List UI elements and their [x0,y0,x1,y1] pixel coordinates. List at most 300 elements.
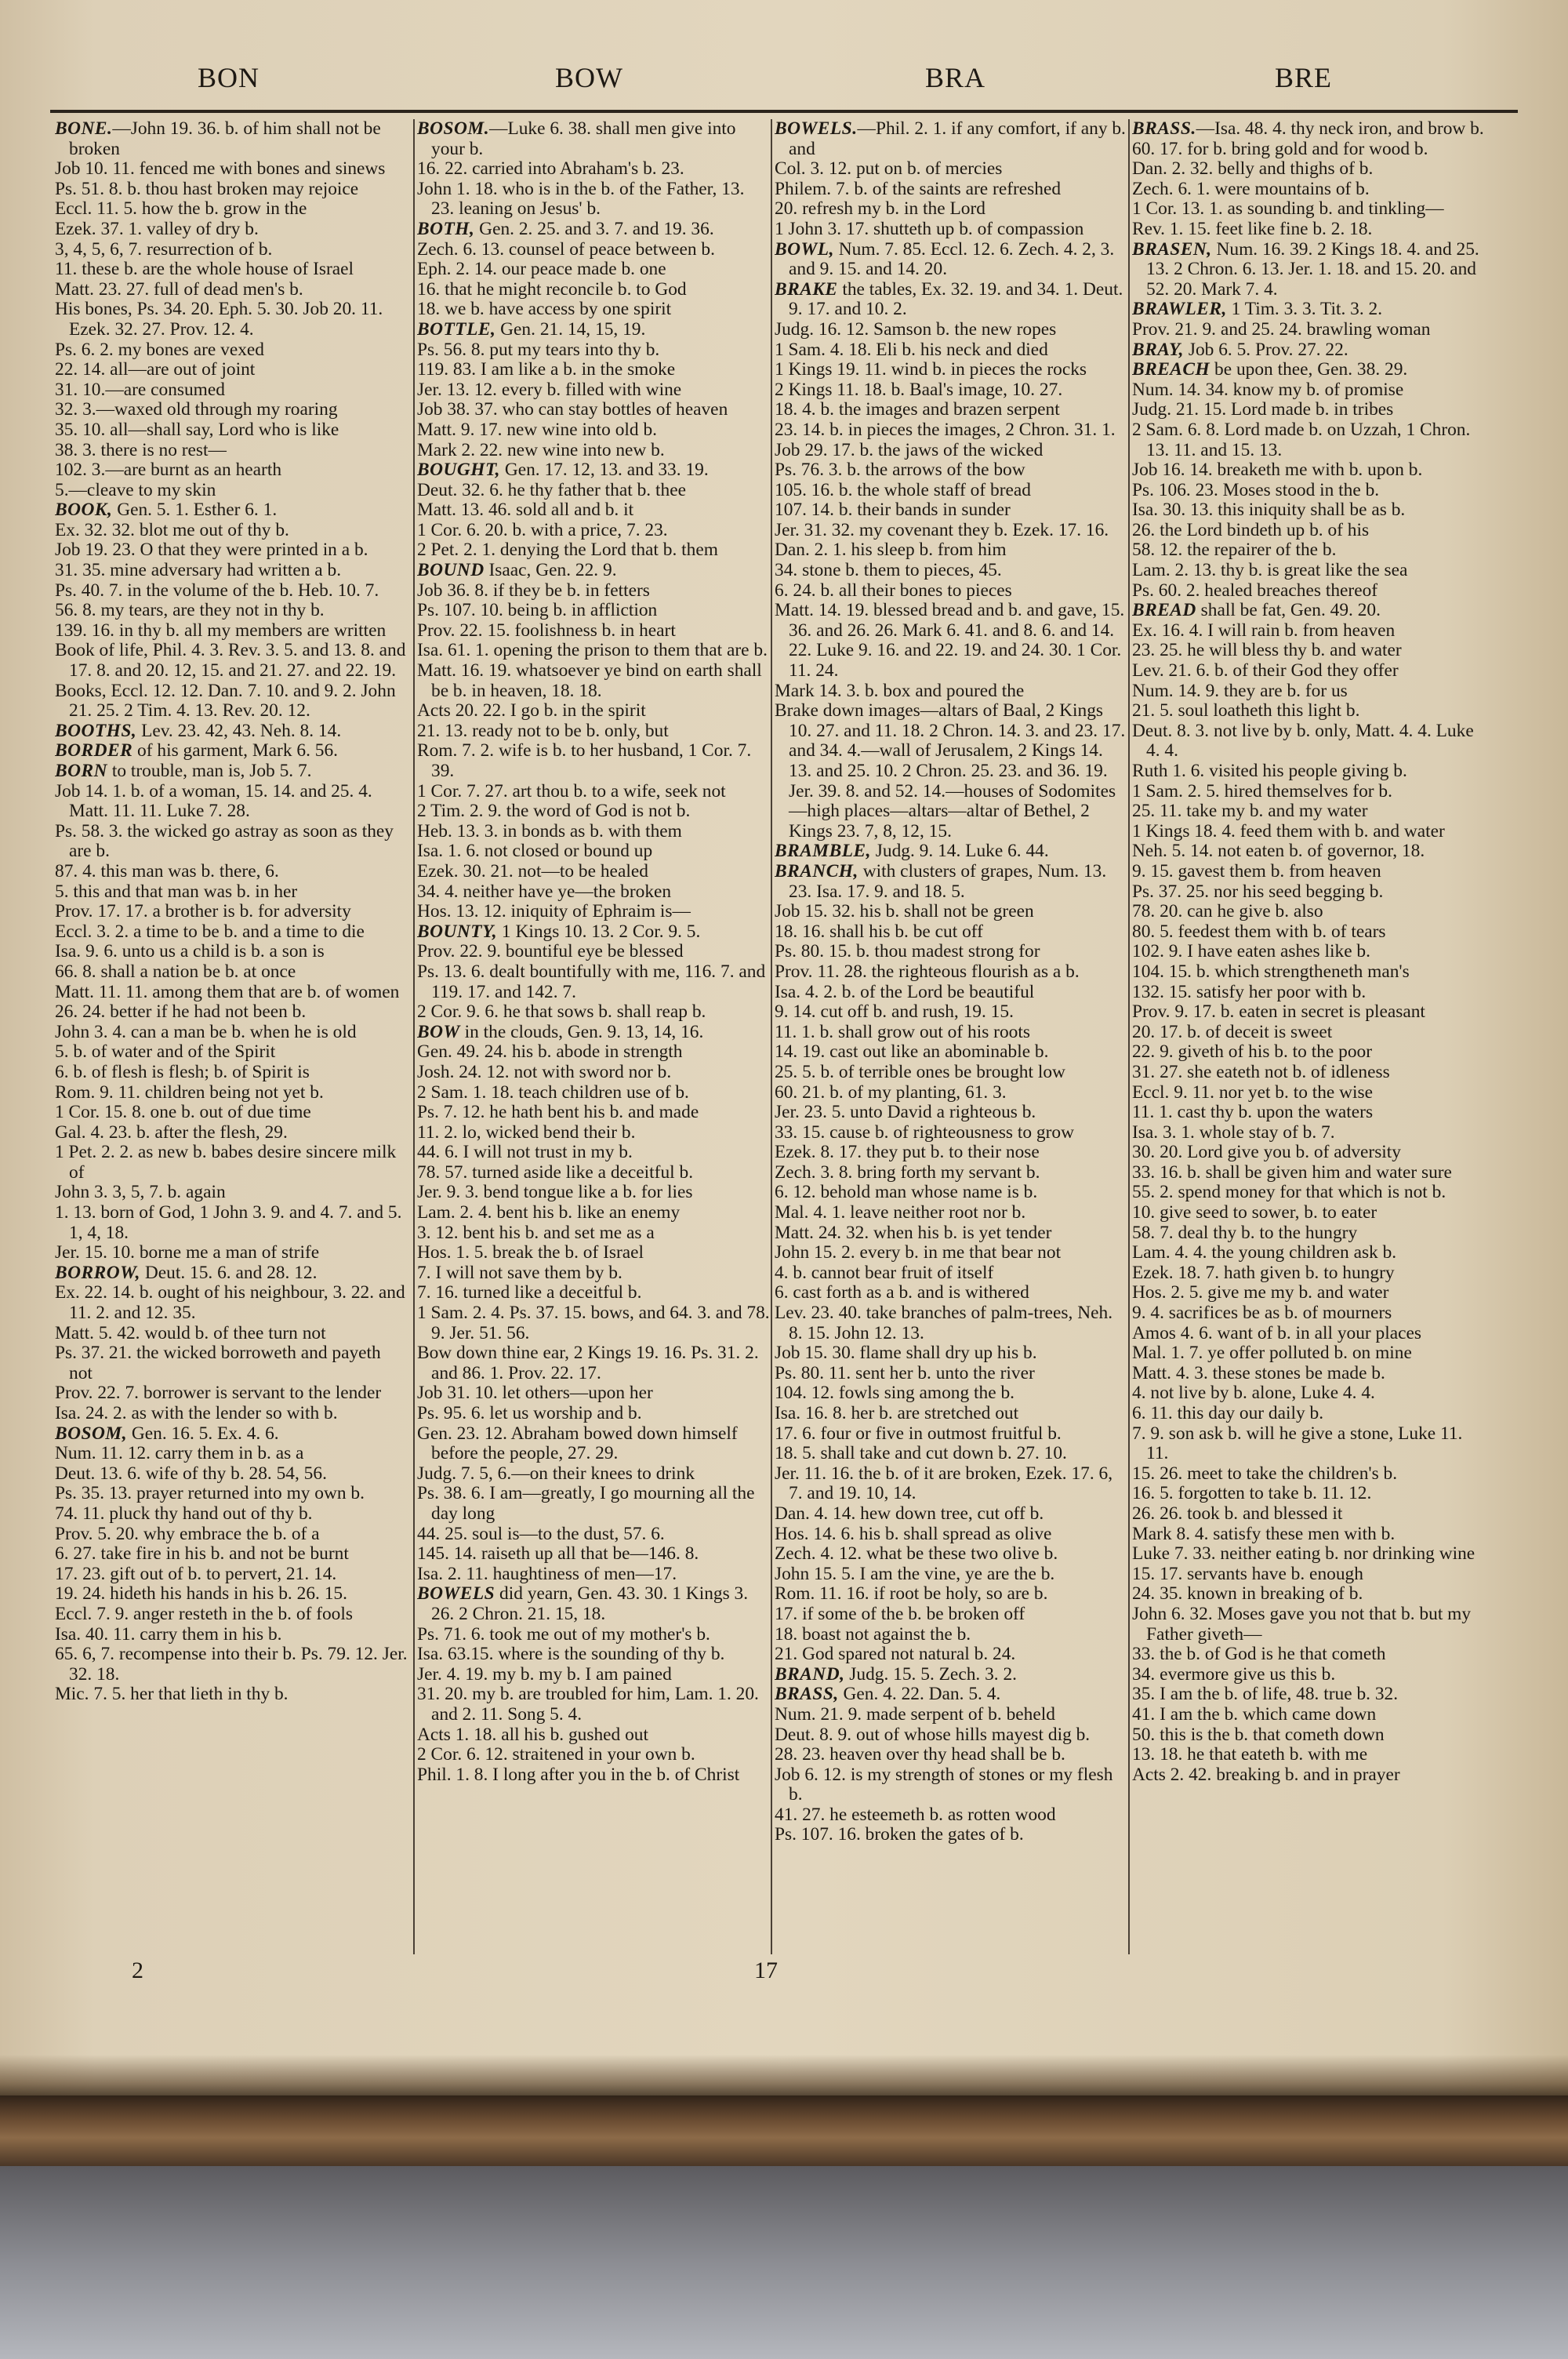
reference-line [775,360,1127,380]
entry-text: Matt. 13. 46. sold all and b. it [417,500,634,521]
entry-text: Mark 8. 4. satisfy these men with b. [1132,1523,1396,1544]
reference-line [775,1002,1127,1023]
headword-entry [55,722,408,742]
reference-line [775,500,1127,521]
entry-text: 17. 23. gift out of b. to pervert, 21. 14. [55,1563,337,1584]
entry-text: 15. 26. meet to take the children's b. [1132,1463,1398,1484]
reference-line [55,1464,408,1485]
reference-line [55,1565,408,1585]
reference-line [55,400,408,420]
entry-text: Ps. 60. 2. healed breaches thereof [1132,580,1378,601]
entry-text: in the clouds, Gen. 9. 13, 14, 16. [459,1021,704,1042]
entry-text: Num. 7. 85. Eccl. 12. 6. Zech. 4. 2, 3. and 9. 15. and 14. 20. [789,238,1115,280]
entry-text: 16. 22. carried into Abraham's b. 23. [417,158,684,180]
entry-text: 74. 11. pluck thy hand out of thy b. [55,1503,313,1524]
entry-text: Heb. 13. 3. in bonds as b. with them [417,820,682,841]
entry-text: Job 6. 12. is my strength of stones or my flesh b. [775,1764,1113,1805]
headword-entry [775,862,1127,902]
reference-line [1132,521,1485,541]
entry-text: Deut. 8. 3. not live by b. only, Matt. 4. 4. Luke 4. 4. [1132,720,1474,761]
entry-text: 56. 8. my tears, are they not in thy b. [55,600,325,621]
reference-line [1132,220,1485,240]
entry-text: Ps. 80. 15. b. thou madest strong for [775,941,1040,962]
reference-line [55,1103,408,1123]
entry-text: Rom. 7. 2. wife is b. to her husband, 1 Cor. 7. 39. [417,740,752,781]
reference-line [775,561,1127,581]
reference-line [55,540,408,561]
reference-line [417,521,770,541]
entry-text: 60. 21. b. of my planting, 61. 3. [775,1081,1007,1103]
entry-text: Prov. 22. 9. bountiful eye be blessed [417,941,684,962]
reference-line [55,481,408,501]
reference-line [55,922,408,943]
reference-line [1132,1484,1485,1504]
reference-line [775,1223,1127,1244]
reference-line [55,782,408,822]
headword: BOSOM, [55,1423,128,1444]
reference-line [55,682,408,722]
headword-entry [55,500,408,521]
reference-line [55,862,408,882]
entry-text: Gen. 4. 22. Dan. 5. 4. [838,1684,1001,1705]
reference-line [417,1525,770,1545]
entry-text: Mal. 1. 7. ye offer polluted b. on mine [1132,1343,1412,1364]
entry-text: 16. 5. forgotten to take b. 11. 12. [1132,1483,1372,1504]
reference-line [55,1484,408,1504]
reference-line [55,1143,408,1183]
entry-text: 5. this and that man was b. in her [55,881,298,902]
headword-entry [775,1685,1127,1705]
entry-text: Ps. 106. 23. Moses stood in the b. [1132,479,1380,500]
reference-line [1132,1705,1485,1725]
entry-text: 145. 14. raiseth up all that be—146. 8. [417,1543,699,1565]
reference-line [775,581,1127,602]
entry-text: Isa. 61. 1. opening the prison to them that are b. [417,640,768,661]
entry-text: 2 Sam. 6. 8. Lord made b. on Uzzah, 1 Chron. 13. 11. and 15. 13. [1132,419,1471,460]
headword: BRAWLER, [1132,299,1227,320]
reference-line [417,340,770,361]
reference-line [55,1383,408,1404]
headword: BORN [55,761,107,781]
entry-text: 23. 25. he will bless thy b. and water [1132,640,1402,661]
reference-line [55,1283,408,1323]
reference-line [1132,460,1485,481]
entry-text: John 15. 2. every b. in me that bear not [775,1242,1062,1263]
entry-text: 15. 17. servants have b. enough [1132,1563,1363,1584]
entry-text: Zech. 6. 1. were mountains of b. [1132,178,1370,199]
entry-text: Lev. 21. 6. b. of their God they offer [1132,660,1399,682]
reference-line [55,1123,408,1143]
reference-line [417,621,770,642]
reference-line [55,983,408,1003]
entry-text: 78. 20. can he give b. also [1132,901,1323,922]
entry-text: Isa. 16. 8. her b. are stretched out [775,1403,1019,1423]
reference-line [775,400,1127,420]
entry-text: Job 14. 1. b. of a woman, 15. 14. and 25. 4. Matt. 11. 11. Luke 7. 28. [55,780,372,822]
entry-text: Philem. 7. b. of the saints are refreshed [775,178,1062,199]
reference-line [417,1745,770,1765]
entry-text: Mark 2. 22. new wine into new b. [417,439,665,460]
entry-text: Ps. 13. 6. dealt bountifully with me, 116. 7. and 119. 17. and 142. 7. [417,961,766,1002]
reference-line [417,1223,770,1244]
entry-text: 18. 5. shall take and cut down b. 27. 10. [775,1443,1067,1464]
reference-line [775,1303,1127,1343]
headword: BREAD [1132,600,1196,621]
headword: BOWELS. [775,119,858,139]
reference-line [55,1584,408,1605]
entry-text: 119. 83. I am like a b. in the smoke [417,359,676,380]
entry-text: with clusters of grapes, Num. 13. 23. Isa. 17. 9. and 18. 5. [789,860,1107,902]
reference-line [1132,661,1485,682]
entry-text: Ps. 107. 16. broken the gates of b. [775,1824,1024,1845]
reference-line [417,1002,770,1023]
headword: BRAND, [775,1663,845,1685]
headword: BOSOM. [417,119,490,139]
reference-line [55,1525,408,1545]
reference-line [55,159,408,180]
entry-text: 11. 1. cast thy b. upon the waters [1132,1102,1374,1123]
reference-line [1132,983,1485,1003]
entry-text: 18. 4. b. the images and brazen serpent [775,399,1060,420]
entry-text: Hos. 13. 12. iniquity of Ephraim is— [417,901,691,922]
entry-text: Ps. 58. 3. the wicked go astray as soon as they are b. [55,820,394,862]
reference-line [55,621,408,642]
entry-text: the tables, Ex. 32. 19. and 34. 1. Deut. 9. 17. and 10. 2. [789,278,1123,320]
entry-text: Jer. 11. 16. the b. of it are broken, Ezek. 17. 6, 7. and 19. 10, 14. [775,1463,1113,1504]
reference-line [1132,400,1485,420]
reference-line [775,540,1127,561]
entry-text: Judg. 15. 5. Zech. 3. 2. [844,1663,1018,1685]
headword-entry [775,240,1127,280]
entry-text: 139. 16. in thy b. all my members are written [55,620,387,641]
reference-line [417,240,770,260]
entry-text: 50. this is the b. that cometh down [1132,1724,1385,1745]
reference-line [55,1183,408,1203]
entry-text: Ex. 22. 14. b. ought of his neighbour, 3. 22. and 11. 2. and 12. 35. [55,1282,405,1324]
reference-line [1132,380,1485,401]
entry-text: 11. 2. lo, wicked bend their b. [417,1121,636,1143]
reference-line [1132,1584,1485,1605]
entry-text: Isa. 24. 2. as with the lender so with b. [55,1403,338,1423]
entry-text: Prov. 9. 17. b. eaten in secret is pleasant [1132,1001,1425,1023]
reference-line [1132,1303,1485,1324]
reference-line [775,1063,1127,1083]
reference-line [55,1544,408,1565]
running-head-bra: BRA [925,62,986,93]
reference-line [1132,561,1485,581]
entry-text: Ezek. 37. 1. valley of dry b. [55,218,259,239]
reference-line [417,1725,770,1746]
reference-line [775,180,1127,200]
entry-text: Luke 7. 33. neither eating b. nor drinking wine [1132,1543,1475,1565]
reference-line [417,822,770,842]
entry-text: 34. 4. neither have ye—the broken [417,881,672,902]
reference-line [775,1203,1127,1223]
headword-entry [417,922,770,943]
reference-line [775,1424,1127,1445]
headword-entry [1132,240,1485,300]
entry-text: 1 Kings 18. 4. feed them with b. and water [1132,820,1445,841]
entry-text: 105. 16. b. the whole staff of bread [775,479,1031,500]
reference-line [775,701,1127,841]
entry-text: Eccl. 3. 2. a time to be b. and a time to die [55,921,365,942]
entry-text: Judg. 21. 15. Lord made b. in tribes [1132,399,1394,420]
entry-text: John 1. 18. who is in the b. of the Father, 13. 23. leaning on Jesus' b. [417,178,745,220]
reference-line [1132,1645,1485,1665]
headword: BORDER [55,740,133,761]
reference-line [55,220,408,240]
reference-line [55,260,408,280]
reference-line [1132,882,1485,903]
reference-line [55,1324,408,1344]
entry-text: 4. b. cannot bear fruit of itself [775,1262,994,1283]
headword: BRASEN, [1132,238,1212,260]
reference-line [417,902,770,922]
entry-text: Ps. 95. 6. let us worship and b. [417,1403,642,1423]
reference-line [55,962,408,983]
entry-text: Prov. 5. 20. why embrace the b. of a [55,1523,320,1544]
reference-line [1132,1263,1485,1284]
reference-line [775,1805,1127,1826]
reference-line [55,1063,408,1083]
reference-line [417,280,770,300]
reference-line [1132,1023,1485,1043]
reference-line [1132,962,1485,983]
reference-line [417,1484,770,1524]
entry-text: Matt. 23. 27. full of dead men's b. [55,278,303,300]
reference-line [775,1605,1127,1625]
entry-text: 21. God spared not natural b. 24. [775,1644,1016,1665]
entry-text: did yearn, Gen. 43. 30. 1 Kings 3. 26. 2 Chron. 21. 15, 18. [431,1583,749,1624]
headword: BRAMBLE, [775,841,871,862]
entry-text: 60. 17. for b. bring gold and for wood b. [1132,138,1428,159]
reference-line [55,380,408,401]
entry-text: Gen. 23. 12. Abraham bowed down himself before the people, 27. 29. [417,1423,738,1464]
reference-line [417,1464,770,1485]
entry-text: Ezek. 18. 7. hath given b. to hungry [1132,1262,1395,1283]
reference-line [417,1665,770,1685]
entry-text: Ps. 107. 10. being b. in affliction [417,600,658,621]
entry-text: 58. 7. deal thy b. to the hungry [1132,1222,1358,1243]
entry-text: His bones, Ps. 34. 20. Eph. 5. 30. Job 20. 11. Ezek. 32. 27. Prov. 12. 4. [55,299,383,340]
entry-text: Job 15. 32. his b. shall not be green [775,901,1034,922]
entry-text: 30. 20. Lord give you b. of adversity [1132,1142,1402,1163]
reference-line [775,601,1127,681]
entry-text: Hos. 1. 5. break the b. of Israel [417,1242,644,1263]
reference-line [55,822,408,862]
headword: BOWELS [417,1583,495,1605]
reference-line [417,180,770,220]
entry-text: 1 Cor. 15. 8. one b. out of due time [55,1102,311,1123]
entry-text: Ps. 38. 6. I am—greatly, I go mourning all the day long [417,1483,755,1524]
entry-text: 9. 4. sacrifices be as b. of mourners [1132,1303,1392,1324]
headword-entry [55,761,408,782]
headword-entry [775,280,1127,320]
entry-text: 9. 15. gavest them b. from heaven [1132,860,1381,881]
reference-line [417,661,770,701]
entry-text: Jer. 23. 5. unto David a righteous b. [775,1102,1036,1123]
reference-line [775,1565,1127,1585]
reference-line [417,1243,770,1263]
reference-line [775,1023,1127,1043]
entry-text: 4. not live by b. alone, Luke 4. 4. [1132,1383,1375,1404]
entry-text: Mark 14. 3. b. box and poured the [775,680,1025,701]
entry-text: 80. 5. feedest them with b. of tears [1132,921,1386,942]
entry-text: 41. 27. he esteemeth b. as rotten wood [775,1804,1056,1825]
reference-line [1132,481,1485,501]
reference-line [1132,1504,1485,1525]
entry-text: Ps. 40. 7. in the volume of the b. Heb. 10. 7. [55,580,379,601]
reference-line [417,1343,770,1383]
entry-text: 1 Tim. 3. 3. Tit. 3. 2. [1226,299,1383,320]
entry-text: 18. we b. have access by one spirit [417,299,672,320]
reference-line [775,1625,1127,1645]
headword-entry [55,741,408,761]
entry-text: to trouble, man is, Job 5. 7. [107,761,312,781]
entry-text: 55. 2. spend money for that which is not b. [1132,1182,1446,1203]
entry-text: Lev. 23. 42, 43. Neh. 8. 14. [136,720,342,741]
entry-text: 25. 11. take my b. and my water [1132,801,1368,822]
reference-line [1132,159,1485,180]
entry-text: 17. 6. four or five in outmost fruitful b. [775,1423,1062,1444]
reference-line [1132,1383,1485,1404]
entry-text: Job 29. 17. b. the jaws of the wicked [775,439,1044,460]
reference-line [417,1645,770,1665]
headword-entry [775,1665,1127,1685]
reference-line [417,942,770,962]
headword-entry [417,320,770,340]
reference-line [55,1685,408,1705]
reference-line [775,1544,1127,1565]
reference-line [417,1203,770,1223]
entry-text: 31. 10.—are consumed [55,379,225,400]
headword-entry [1132,340,1485,361]
entry-text: Ex. 32. 32. blot me out of thy b. [55,519,289,540]
entry-text: Deut. 15. 6. and 28. 12. [140,1262,318,1283]
entry-text: 104. 15. b. which strengtheneth man's [1132,961,1410,982]
entry-text: 34. stone b. them to pieces, 45. [775,560,1002,581]
entry-text: Jer. 31. 32. my covenant they b. Ezek. 17. 16. [775,519,1109,540]
reference-line [417,1685,770,1725]
entry-text: Ps. 80. 11. sent her b. unto the river [775,1362,1035,1383]
reference-line [775,942,1127,962]
reference-line [1132,922,1485,943]
entry-text: 26. 24. better if he had not been b. [55,1001,307,1023]
reference-line [775,983,1127,1003]
entry-text: 65. 6, 7. recompense into their b. Ps. 79. 12. Jer. 32. 18. [55,1644,408,1685]
entry-text: 41. I am the b. which came down [1132,1703,1377,1725]
headword: BREACH [1132,359,1210,380]
entry-text: Prov. 17. 17. a brother is b. for adversity [55,901,351,922]
entry-text: Job 10. 11. fenced me with bones and sinews [55,158,386,180]
reference-line [55,1605,408,1625]
column-divider [413,119,415,1954]
column-divider [1128,119,1130,1954]
headword-entry [1132,300,1485,320]
reference-line [1132,581,1485,602]
reference-line [55,1444,408,1464]
entry-text: Jer. 9. 3. bend tongue like a b. for lies [417,1182,693,1203]
reference-line [775,1183,1127,1203]
reference-line [417,260,770,280]
entry-text: 1 Kings 19. 11. wind b. in pieces the rocks [775,359,1087,380]
reference-line [775,1243,1127,1263]
reference-line [55,561,408,581]
reference-line [417,380,770,401]
reference-line [417,159,770,180]
reference-line [1132,822,1485,842]
entry-text: 1 Cor. 13. 1. as sounding b. and tinkling— [1132,198,1444,220]
reference-line [1132,1143,1485,1163]
entry-text: Ps. 37. 25. nor his seed begging b. [1132,881,1384,902]
entry-text: Job 6. 5. Prov. 27. 22. [1184,339,1348,360]
reference-line [775,902,1127,922]
reference-line [1132,1163,1485,1183]
headword-entry [417,220,770,240]
entry-text: 107. 14. b. their bands in sunder [775,500,1011,521]
entry-text: 3, 4, 5, 6, 7. resurrection of b. [55,238,273,260]
reference-line [417,1123,770,1143]
entry-text: Judg. 16. 12. Samson b. the new ropes [775,318,1057,340]
reference-line [1132,1525,1485,1545]
reference-line [1132,500,1485,521]
headword: BRAKE [775,278,838,300]
reference-line [1132,1042,1485,1063]
headword-entry [417,561,770,581]
reference-line [55,300,408,340]
headword-entry [417,1584,770,1624]
entry-text: Matt. 11. 11. among them that are b. of women [55,981,400,1002]
entry-text: John 3. 3, 5, 7. b. again [55,1182,226,1203]
reference-line [1132,1685,1485,1705]
entry-text: 7. I will not save them by b. [417,1262,622,1283]
entry-text: Brake down images—altars of Baal, 2 Kings 10. 27. and 11. 18. 2 Chron. 14. 3. and 23. 17. and 34. 4.—wall of Jerusalem, 2 Kings 14. 13. and 25. 10. 2 Chron. 25. 23. and 36. 19. Jer. 39. 8. and 52. 14.—houses of Sodomites—high places—altars—altar of Bethel, 2 Kings 23. 7, 8, 12, 15. [775,700,1126,841]
entry-text: 31. 35. mine adversary had written a b. [55,560,342,581]
entry-text: 20. 17. b. of deceit is sweet [1132,1021,1333,1042]
entry-text: 5.—cleave to my skin [55,479,216,500]
entry-text: Job 16. 14. breaketh me with b. upon b. [1132,460,1423,481]
entry-text: Gen. 21. 14, 15, 19. [495,318,646,340]
reference-line [55,360,408,380]
reference-line [775,1163,1127,1183]
headword-entry [417,460,770,481]
reference-line [1132,701,1485,722]
reference-line [1132,621,1485,642]
entry-text: Lam. 4. 4. the young children ask b. [1132,1242,1397,1263]
entry-text: 2 Pet. 2. 1. denying the Lord that b. them [417,540,718,561]
reference-line [1132,1364,1485,1384]
reference-line [1132,722,1485,761]
reference-line [417,1143,770,1163]
folio-center: 17 [754,1957,778,1983]
reference-line [1132,1324,1485,1344]
entry-text: 6. 24. b. all their bones to pieces [775,580,1012,601]
entry-text: Lam. 2. 4. bent his b. like an enemy [417,1202,681,1223]
entry-text: Job 38. 37. who can stay bottles of heaven [417,399,728,420]
reference-line [1132,1223,1485,1244]
entry-text: 34. evermore give us this b. [1132,1663,1336,1685]
reference-line [1132,540,1485,561]
entry-text: Num. 21. 9. made serpent of b. beheld [775,1703,1055,1725]
entry-text: Dan. 4. 14. hew down tree, cut off b. [775,1503,1044,1524]
headword: BONE. [55,119,113,139]
entry-text: Isa. 9. 6. unto us a child is b. a son is [55,941,325,962]
reference-line [417,641,770,661]
entry-text: Isa. 2. 11. haughtiness of men—17. [417,1563,677,1584]
reference-line [775,380,1127,401]
reference-line [775,1042,1127,1063]
entry-text: Ps. 71. 6. took me out of my mother's b. [417,1623,710,1645]
